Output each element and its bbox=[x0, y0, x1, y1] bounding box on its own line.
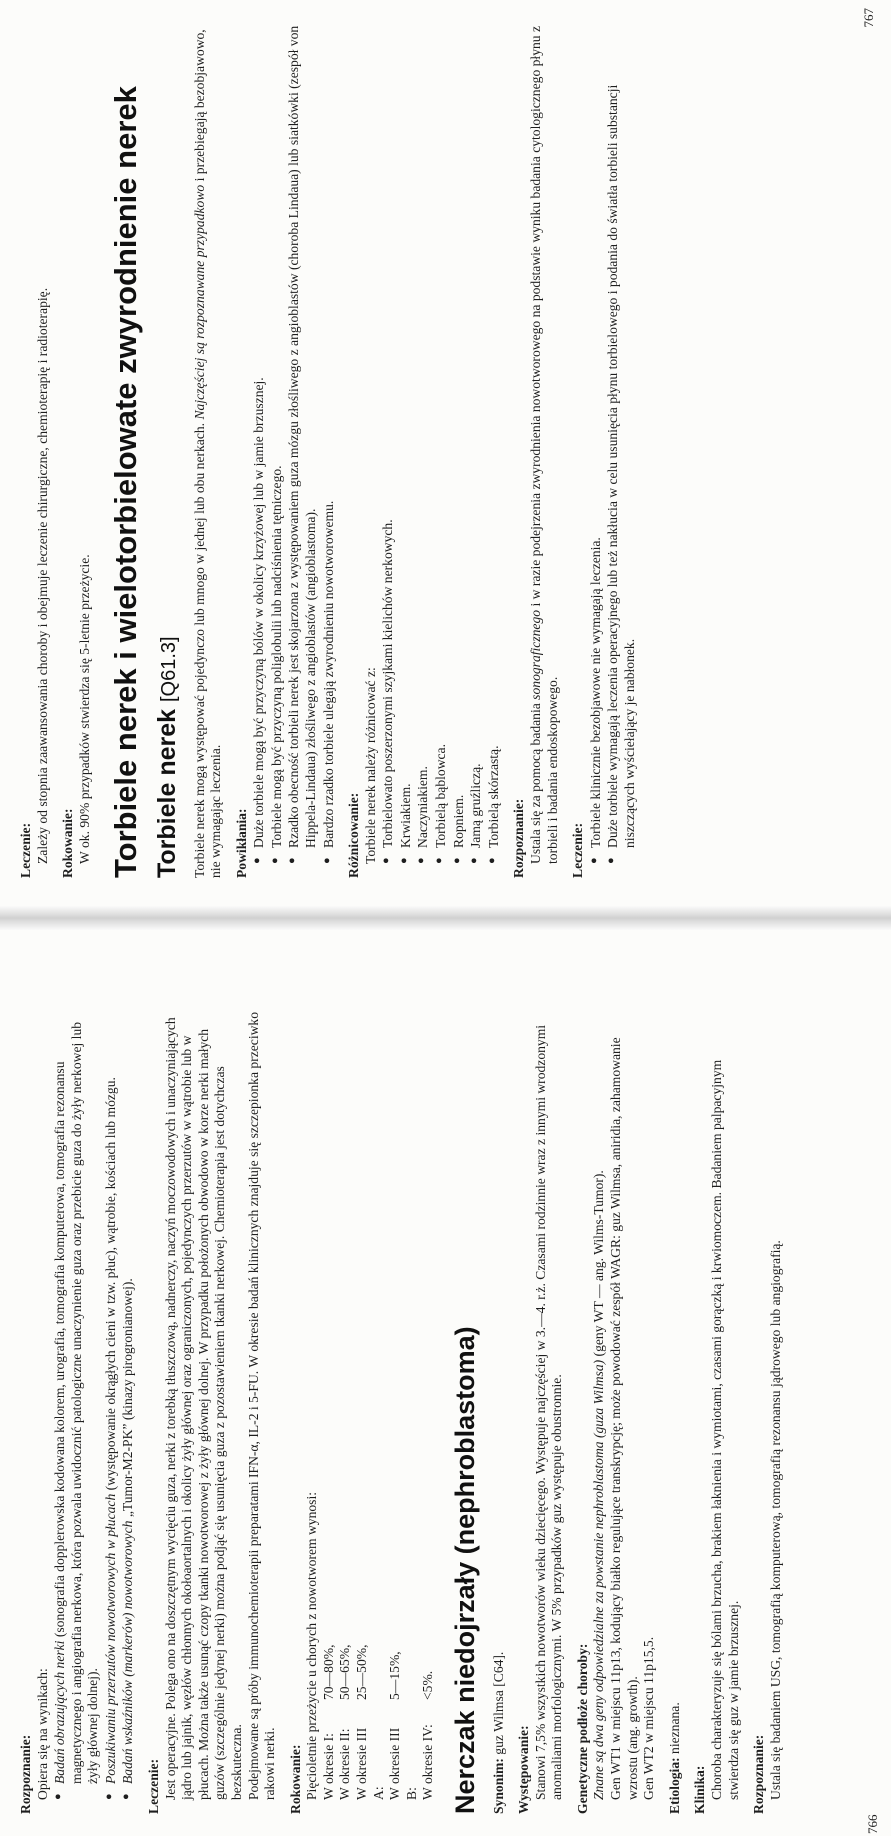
item-lead: Badań obrazujących nerki bbox=[52, 1640, 68, 1784]
list-item: ● Torbielowato poszerzonymi szyjkami kielichów nerkowych. bbox=[380, 25, 397, 864]
list-item: ● Torbiele klinicznie bezobjawowe nie wymagają leczenia. bbox=[588, 25, 605, 864]
page-number: 767 bbox=[861, 8, 876, 28]
stage-row bbox=[387, 1011, 420, 1800]
wystepowanie-text: Stanowi 7,5% wszystkich nowotworów wieku dziecięcego. Występuje najczęściej w 3.—4. r.ż. Czasami rodzinnie wraz z innymi wrodzonymi anomaliami morfologicznymi. W 5% przypadków guz występuje obustronnie. bbox=[532, 1024, 565, 1800]
section-rokowanie bbox=[60, 25, 93, 878]
powiklania-list bbox=[251, 25, 337, 878]
list-item bbox=[52, 1011, 102, 1800]
list-item: ● Torbiele mogą być przyczyną poliglobulii lub nadciśnienia tętniczego. bbox=[269, 25, 286, 864]
klinika-text: Choroba charakteryzuje się bólami brzucha, brakiem łaknienia i wymiotami, czasami gorączką i krwiomoczem. Badaniem palpacyjnym stwierdza się guz w jamie brzusznej. bbox=[708, 1059, 741, 1800]
stage-value: 5—15%, bbox=[387, 1651, 403, 1700]
stage-label: W okresie III A: bbox=[353, 1727, 386, 1800]
section-etiologia bbox=[667, 1011, 684, 1814]
heading-rozpoznanie: Rozpoznanie: bbox=[511, 798, 527, 878]
rozpoznanie-text-c: i w razie podejrzenia zwyrodnienia nowotworowego na podstawie wyniku badania cytologicznego płynu z torbieli i badania endoskopowego. bbox=[527, 25, 560, 864]
stage-table bbox=[321, 1011, 437, 1800]
heading-leczenie: Leczenie: bbox=[146, 1758, 162, 1814]
list-item: ● Torbielą bąblowca. bbox=[433, 25, 450, 864]
stage-value: 70—80%, bbox=[320, 1644, 336, 1700]
section-title: Nerczak niedojrzały (nephroblastoma) bbox=[449, 1326, 480, 1814]
leczenie-text: Zależy od stopnia zaawansowania choroby i obejmuje leczenie chirurgiczne, chemioterapię i radioterapię. bbox=[34, 287, 50, 864]
heading-synonim: Synonim: bbox=[490, 1758, 506, 1814]
rozpoznanie-list bbox=[52, 1011, 137, 1814]
heading-rozpoznanie-2: Rozpoznanie: bbox=[751, 1734, 767, 1814]
heading-powiklania: Powikłania: bbox=[233, 808, 249, 878]
heading-rozpoznanie: Rozpoznanie: bbox=[18, 1734, 33, 1814]
etiologia-text: nieznana. bbox=[666, 1702, 682, 1758]
stage-row bbox=[354, 1011, 387, 1800]
list-item: ● Jamą gruźliczą. bbox=[468, 25, 485, 864]
stage-row bbox=[420, 1011, 437, 1800]
rokowanie-intro: Pięcioletnie przeżycie u chorych z nowotworem wynosi: bbox=[304, 1491, 320, 1800]
genetyczne-text-2: Gen WT1 w miejscu 11p13, kodujący białko regulujące transkrypcję; może powodować zespół WAGR: guz Wilmsa, aniridia, zahamowanie wzrostu (ang. growth). bbox=[608, 1037, 640, 1800]
genetyczne-text-a: (geny WT — ang. Wilms-Tumor). bbox=[591, 1170, 607, 1360]
page-767 bbox=[0, 0, 891, 900]
genetyczne-italic: Znane są dwa geny odpowiedzialne za powstanie nephroblastoma (guza Wilmsa) bbox=[591, 1359, 607, 1800]
section-genetyczne bbox=[575, 1011, 658, 1814]
heading-genetyczne: Genetyczne podłoże choroby: bbox=[574, 1643, 590, 1814]
item-text: (sonografia dopplerowska kodowana kolorem, urografia, tomografia komputerowa, tomografia rezonansu magnetycznego i angiografia nerkowa, która pozwala uwidocznić patologiczne unaczynienie guza oraz przebicie guza do żyły nerkowej lub żyły głównej dolnej). bbox=[52, 1021, 101, 1784]
section-rokowanie bbox=[288, 1011, 437, 1814]
rozpoznanie2-text: Ustala się badaniem USG, tomografią komputerową, tomografią rezonansu jądrowego lub angiografią. bbox=[767, 1240, 783, 1800]
leczenie-list bbox=[588, 25, 639, 878]
section-title-text: Torbiele nerek bbox=[153, 708, 182, 878]
section-klinika bbox=[692, 1011, 742, 1814]
stage-value: 25—50%, bbox=[353, 1644, 369, 1700]
page-766 bbox=[0, 986, 891, 1836]
synonim-text: guz Wilmsa [C64]. bbox=[490, 1651, 506, 1759]
section-wystepowanie bbox=[516, 1011, 566, 1814]
intro-text-c: i przebiegają bezobjawowo, nie wymagając leczenia. bbox=[191, 29, 224, 878]
stage-label: W okresie I: bbox=[320, 1733, 336, 1800]
intro-paragraph bbox=[192, 25, 225, 878]
section-leczenie bbox=[146, 1011, 279, 1814]
stage-row bbox=[321, 1011, 338, 1800]
section-title bbox=[154, 25, 182, 878]
leczenie-text: Jest operacyjne. Polega ono na doszczętnym wycięciu guza, nerki z torebką tłuszczową, nadnerczy, naczyń moczowodowych i unaczyniających jądro lub jajnik, węzłów chłonnych okołoaortalnych i okolicy żyły głównej oraz ograniczonych, pojedynczych przerzutów w wątrobie lub w płucach. Można także usunąć czopy tkanki nowotworowej z żyły głównej dolnej. W przypadku położonych obwodowo w korze nerki małych guzów (szczególnie jedynej nerki) można podjąć się usunięcia guza z pozostawieniem tkanki nerkowej. Chemioterapia jest dotychczas bezskuteczna. bbox=[162, 1017, 244, 1800]
chapter-title: Torbiele nerek i wielotorbielowate zwyrodnienie nerek bbox=[108, 86, 144, 878]
list-item: ● Duże torbiele mogą być przyczyną bólów w okolicy krzyżowej lub w jamie brzusznej. bbox=[251, 25, 268, 864]
heading-leczenie-2: Leczenie: bbox=[570, 822, 586, 878]
list-item: ● Ropniem. bbox=[451, 25, 468, 864]
intro-text-b: Najczęściej są rozpoznawane przypadkowo bbox=[191, 184, 207, 420]
heading-roznicowanie: Różnicowanie: bbox=[346, 792, 362, 878]
stage-value: <5%. bbox=[420, 1670, 436, 1700]
icd-code: [Q61.3] bbox=[158, 636, 181, 702]
rozpoznanie-intro: Opiera się na wynikach: bbox=[34, 1668, 50, 1800]
stage-label: W okresie IV: bbox=[420, 1724, 436, 1800]
list-item bbox=[103, 1011, 120, 1800]
list-item: ● Krwiakiem. bbox=[398, 25, 415, 864]
rozpoznanie-text bbox=[528, 25, 561, 864]
heading-rokowanie: Rokowanie: bbox=[287, 1744, 303, 1814]
leczenie-text-2: Podejmowane są próby immunochemioterapii preparatami IFN-α, IL-2 i 5-FU. W okresie badań klinicznych znajduje się szczepionka przeciwko rakowi nerki. bbox=[245, 1011, 278, 1800]
rokowanie-text: W ok. 90% przypadków stwierdza się 5-letnie przeżycie. bbox=[76, 554, 92, 864]
item-text: (występowanie okrągłych cieni w tzw. płuc), wątrobie, kościach lub mózgu. bbox=[102, 1077, 118, 1494]
intro-text-a: Torbiele nerek mogą występować pojedynczo lub mnogo w jednej lub obu nerkach. bbox=[191, 419, 207, 878]
heading-leczenie: Leczenie: bbox=[18, 822, 33, 878]
list-item: ● Naczyniakiem. bbox=[415, 25, 432, 864]
item-text: „Tumor-M2-PK” (kinazy pirogronianowej). bbox=[120, 1278, 136, 1521]
list-item: ● Torbielą skórzastą. bbox=[486, 25, 503, 864]
rozpoznanie-text-a: Ustala się za pomocą badania bbox=[527, 699, 543, 864]
list-item: ● Duże torbiele wymagają leczenia operacyjnego lub też nakłucia w celu usunięcia płynu torbielowego i podania do światła torbieli substancji niszczących wyściełający je nabłonek. bbox=[605, 25, 638, 864]
section-leczenie-2 bbox=[570, 25, 638, 878]
heading-etiologia: Etiologia: bbox=[666, 1757, 682, 1814]
stage-label: W okresie II: bbox=[337, 1728, 353, 1800]
section-leczenie bbox=[18, 25, 51, 878]
section-rozpoznanie-2 bbox=[751, 1011, 784, 1814]
stage-label: W okresie III B: bbox=[387, 1727, 419, 1800]
list-item bbox=[120, 1011, 137, 1800]
genetyczne-text-3: Gen WT2 w miejscu 11p15,5. bbox=[641, 1636, 657, 1800]
genetyczne-text bbox=[591, 1011, 608, 1800]
roznicowanie-intro: Torbiele nerek należy różnicować z: bbox=[362, 667, 378, 864]
section-roznicowanie bbox=[346, 25, 502, 878]
heading-klinika: Klinika: bbox=[692, 1765, 708, 1814]
list-item: ● Bardzo rzadko torbiele ulegają zwyrodnieniu nowotworowemu. bbox=[321, 25, 338, 864]
stage-value: 50—65%, bbox=[337, 1644, 353, 1700]
section-powiklania bbox=[234, 25, 337, 878]
roznicowanie-list bbox=[380, 25, 502, 878]
heading-wystepowanie: Występowanie: bbox=[516, 1725, 532, 1814]
page-number: 766 bbox=[865, 1814, 880, 1834]
stage-row bbox=[337, 1011, 354, 1800]
item-lead: Badań wskaźników (markerów) nowotworowych bbox=[120, 1520, 136, 1784]
page-gutter bbox=[0, 906, 891, 930]
rozpoznanie-text-b: sonograficznego bbox=[527, 609, 543, 700]
section-rozpoznanie bbox=[18, 1011, 137, 1814]
section-synonim bbox=[491, 1011, 508, 1814]
item-lead: Poszukiwaniu przerzutów nowotworowych w płucach bbox=[102, 1493, 118, 1784]
section-rozpoznanie bbox=[511, 25, 561, 878]
list-item: ● Rzadko obecność torbieli nerek jest skojarzona z występowaniem guza mózgu złośliwego z angioblastów (choroba Lindaua) lub siatkówki (zespół von Hippela-Lindaua) złośliwego z angioblastów (angioblastoma). bbox=[286, 25, 319, 864]
heading-rokowanie: Rokowanie: bbox=[60, 808, 76, 878]
